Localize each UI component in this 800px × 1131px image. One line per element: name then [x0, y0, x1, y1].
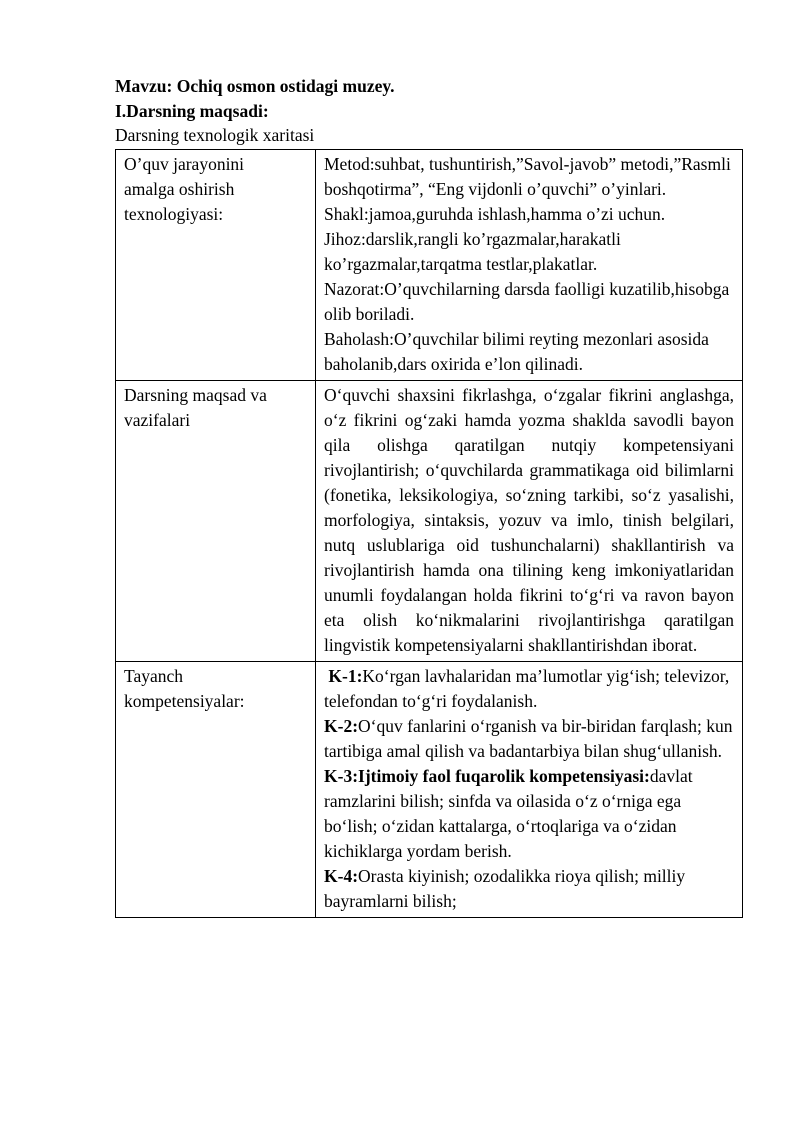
competency-k2-text: O‘quv fanlarini o‘rganish va bir-biridan farqlash; kun tartibiga amal qilish va badantarbiya bilan shug‘ullanish.	[324, 715, 737, 761]
table-row-goals	[116, 380, 743, 661]
row1-paragraph-nazorat: Nazorat:O’quvchilarning darsda faolligi kuzatilib,hisobga olib boriladi.	[324, 278, 730, 324]
table-row-competencies	[116, 661, 743, 917]
row2-paragraph: O‘quvchi shaxsini fikrlashga, o‘zgalar fikrini anglashga, o‘z fikrini og‘zaki hamda yozma shaklda savodli bayon qila olishga qaratilgan nutqiy kompetensiyani rivojlantirish; o‘quvchilarda grammatikaga oid bilimlarni (fonetika, leksikologiya, so‘zning tarkibi, so‘z yasalishi, morfologiya, sintaksis, yozuv va imlo, tinish belgilari, nutq uslublariga oid tushunchalarni) shakllantirish va rivojlantirish hamda ona tilining keng imkoniyatlaridan unumli foydalangan holda fikrini to‘g‘ri va ravon bayon eta olish ko‘nikmalarini rivojlantirishga qaratilgan lingvistik kompetensiyalarni shakllantirishdan iborat.	[324, 384, 734, 655]
competency-item-k1	[324, 664, 734, 714]
section-heading: I.Darsning maqsadi:	[115, 100, 269, 121]
table-row-technology	[116, 149, 743, 380]
row1-paragraph-baholash: Baholash:O’quvchilar bilimi reyting mezonlari asosida baholanib,dars oxirida e’lon qilinadi.	[324, 328, 709, 374]
row1-label: O’quv jarayonini amalga oshirish texnologiyasi:	[124, 153, 245, 224]
row1-content-cell	[316, 149, 743, 380]
document-title: Mavzu: Ochiq osmon ostidagi muzey.	[115, 76, 395, 96]
competency-item-k4	[324, 864, 734, 914]
competency-k3-text: davlat ramzlarini bilish; sinfda va oilasida o‘z o‘rniga ega bo‘lish; o‘zidan kattalarga, o‘rtoqlariga va o‘zidan kichiklarga yordam berish.	[324, 765, 698, 861]
row2-content-cell	[316, 380, 743, 661]
competency-item-k3	[324, 764, 734, 864]
row1-paragraph-jihoz: Jihoz:darslik,rangli ko’rgazmalar,harakatli ko’rgazmalar,tarqatma testlar,plakatlar.	[324, 228, 621, 274]
row1-label-cell	[116, 149, 316, 380]
lesson-technology-table	[115, 149, 743, 918]
competency-k4-label: K-4:	[324, 865, 359, 886]
row2-label-cell	[116, 380, 316, 661]
row3-label: Tayanch kompetensiyalar:	[124, 665, 245, 711]
document-content	[115, 74, 743, 918]
competency-item-k2	[324, 714, 737, 764]
row3-label-cell	[116, 661, 316, 917]
row1-paragraph-shakl: Shakl:jamoa,guruhda ishlash,hamma o’zi uchun.	[324, 203, 666, 224]
competency-k3-label: K-3:Ijtimoiy faol fuqarolik kompetensiyasi:	[324, 765, 650, 786]
row2-label: Darsning maqsad va vazifalari	[124, 384, 267, 430]
table-caption: Darsning texnologik xaritasi	[115, 125, 315, 146]
competency-k1-text: Ko‘rgan lavhalaridan ma’lumotlar yig‘ish; televizor, telefondan to‘g‘ri foydalanish.	[324, 665, 734, 711]
row1-paragraph-metod: Metod:suhbat, tushuntirish,”Savol-javob” metodi,”Rasmli boshqotirma”, “Eng vijdonli o’quvchi” o’yinlari.	[324, 153, 731, 199]
competency-k1-label: K-1:	[324, 665, 363, 686]
competency-k4-text: Orasta kiyinish; ozodalikka rioya qilish; milliy bayramlarni bilish;	[324, 865, 690, 911]
competency-k2-label: K-2:	[324, 715, 359, 736]
row3-content-cell	[316, 661, 743, 917]
